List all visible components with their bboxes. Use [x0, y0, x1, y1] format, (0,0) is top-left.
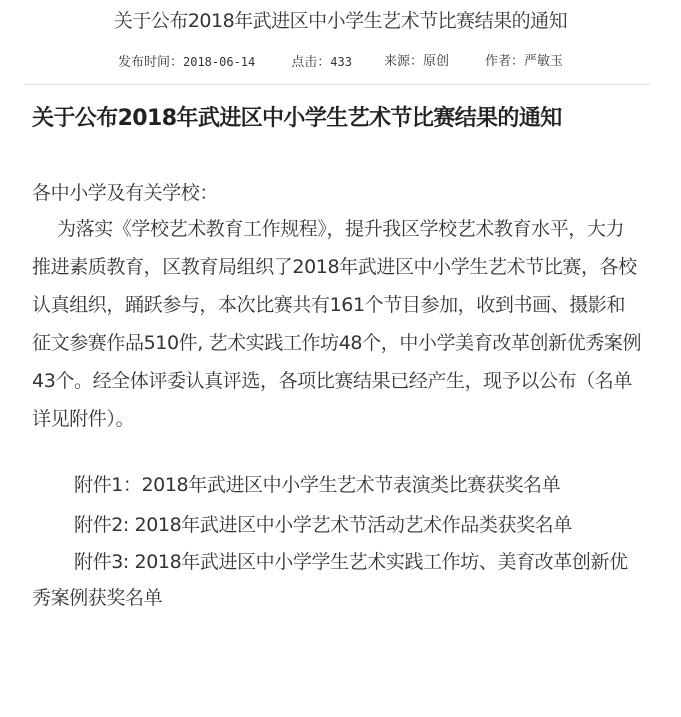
article-body: [32, 104, 642, 616]
page-header: [0, 0, 681, 71]
source: 来源：原创: [383, 54, 449, 69]
publish-date: 发布时间：2018-06-14: [117, 55, 256, 70]
header-divider: [24, 84, 650, 85]
attachment-2[interactable]: 附件2: 2018年武进区中小学艺术节活动艺术作品类获奖名单: [74, 514, 572, 536]
article-title: 关于公布2018年武进区中小学生艺术节比赛结果的通知: [32, 106, 562, 131]
salutation: 各中小学及有关学校：: [32, 182, 219, 204]
attachment-3[interactable]: 附件3: 2018年武进区中小学学生艺术实践工作坊、美育改革创新优秀案例获奖名单: [32, 551, 628, 609]
article-meta: [0, 54, 681, 71]
attachment-list: [32, 466, 642, 616]
click-count: 点击：433: [291, 55, 352, 70]
attachment-1[interactable]: 附件1：2018年武进区中小学生艺术节表演类比赛获奖名单: [74, 474, 561, 496]
body-paragraph: 为落实《学校艺术教育工作规程》，提升我区学校艺术教育水平，大力推进素质教育，区教育局组织了2018年武进区中小学生艺术节比赛，各校认真组织，踊跃参与，本次比赛共有161个节目参加，收到书画、摄影和征文参赛作品510件, 艺术实践工作坊48个，中小学美育改革创新优秀案例43个。经全体评委认真评选，各项比赛结果已经产生，现予以公布（名单详见附件）。: [32, 218, 642, 430]
author: 作者：严敏玉: [484, 54, 564, 69]
article-content: [32, 178, 642, 616]
page-title: 关于公布2018年武进区中小学生艺术节比赛结果的通知: [113, 10, 568, 32]
